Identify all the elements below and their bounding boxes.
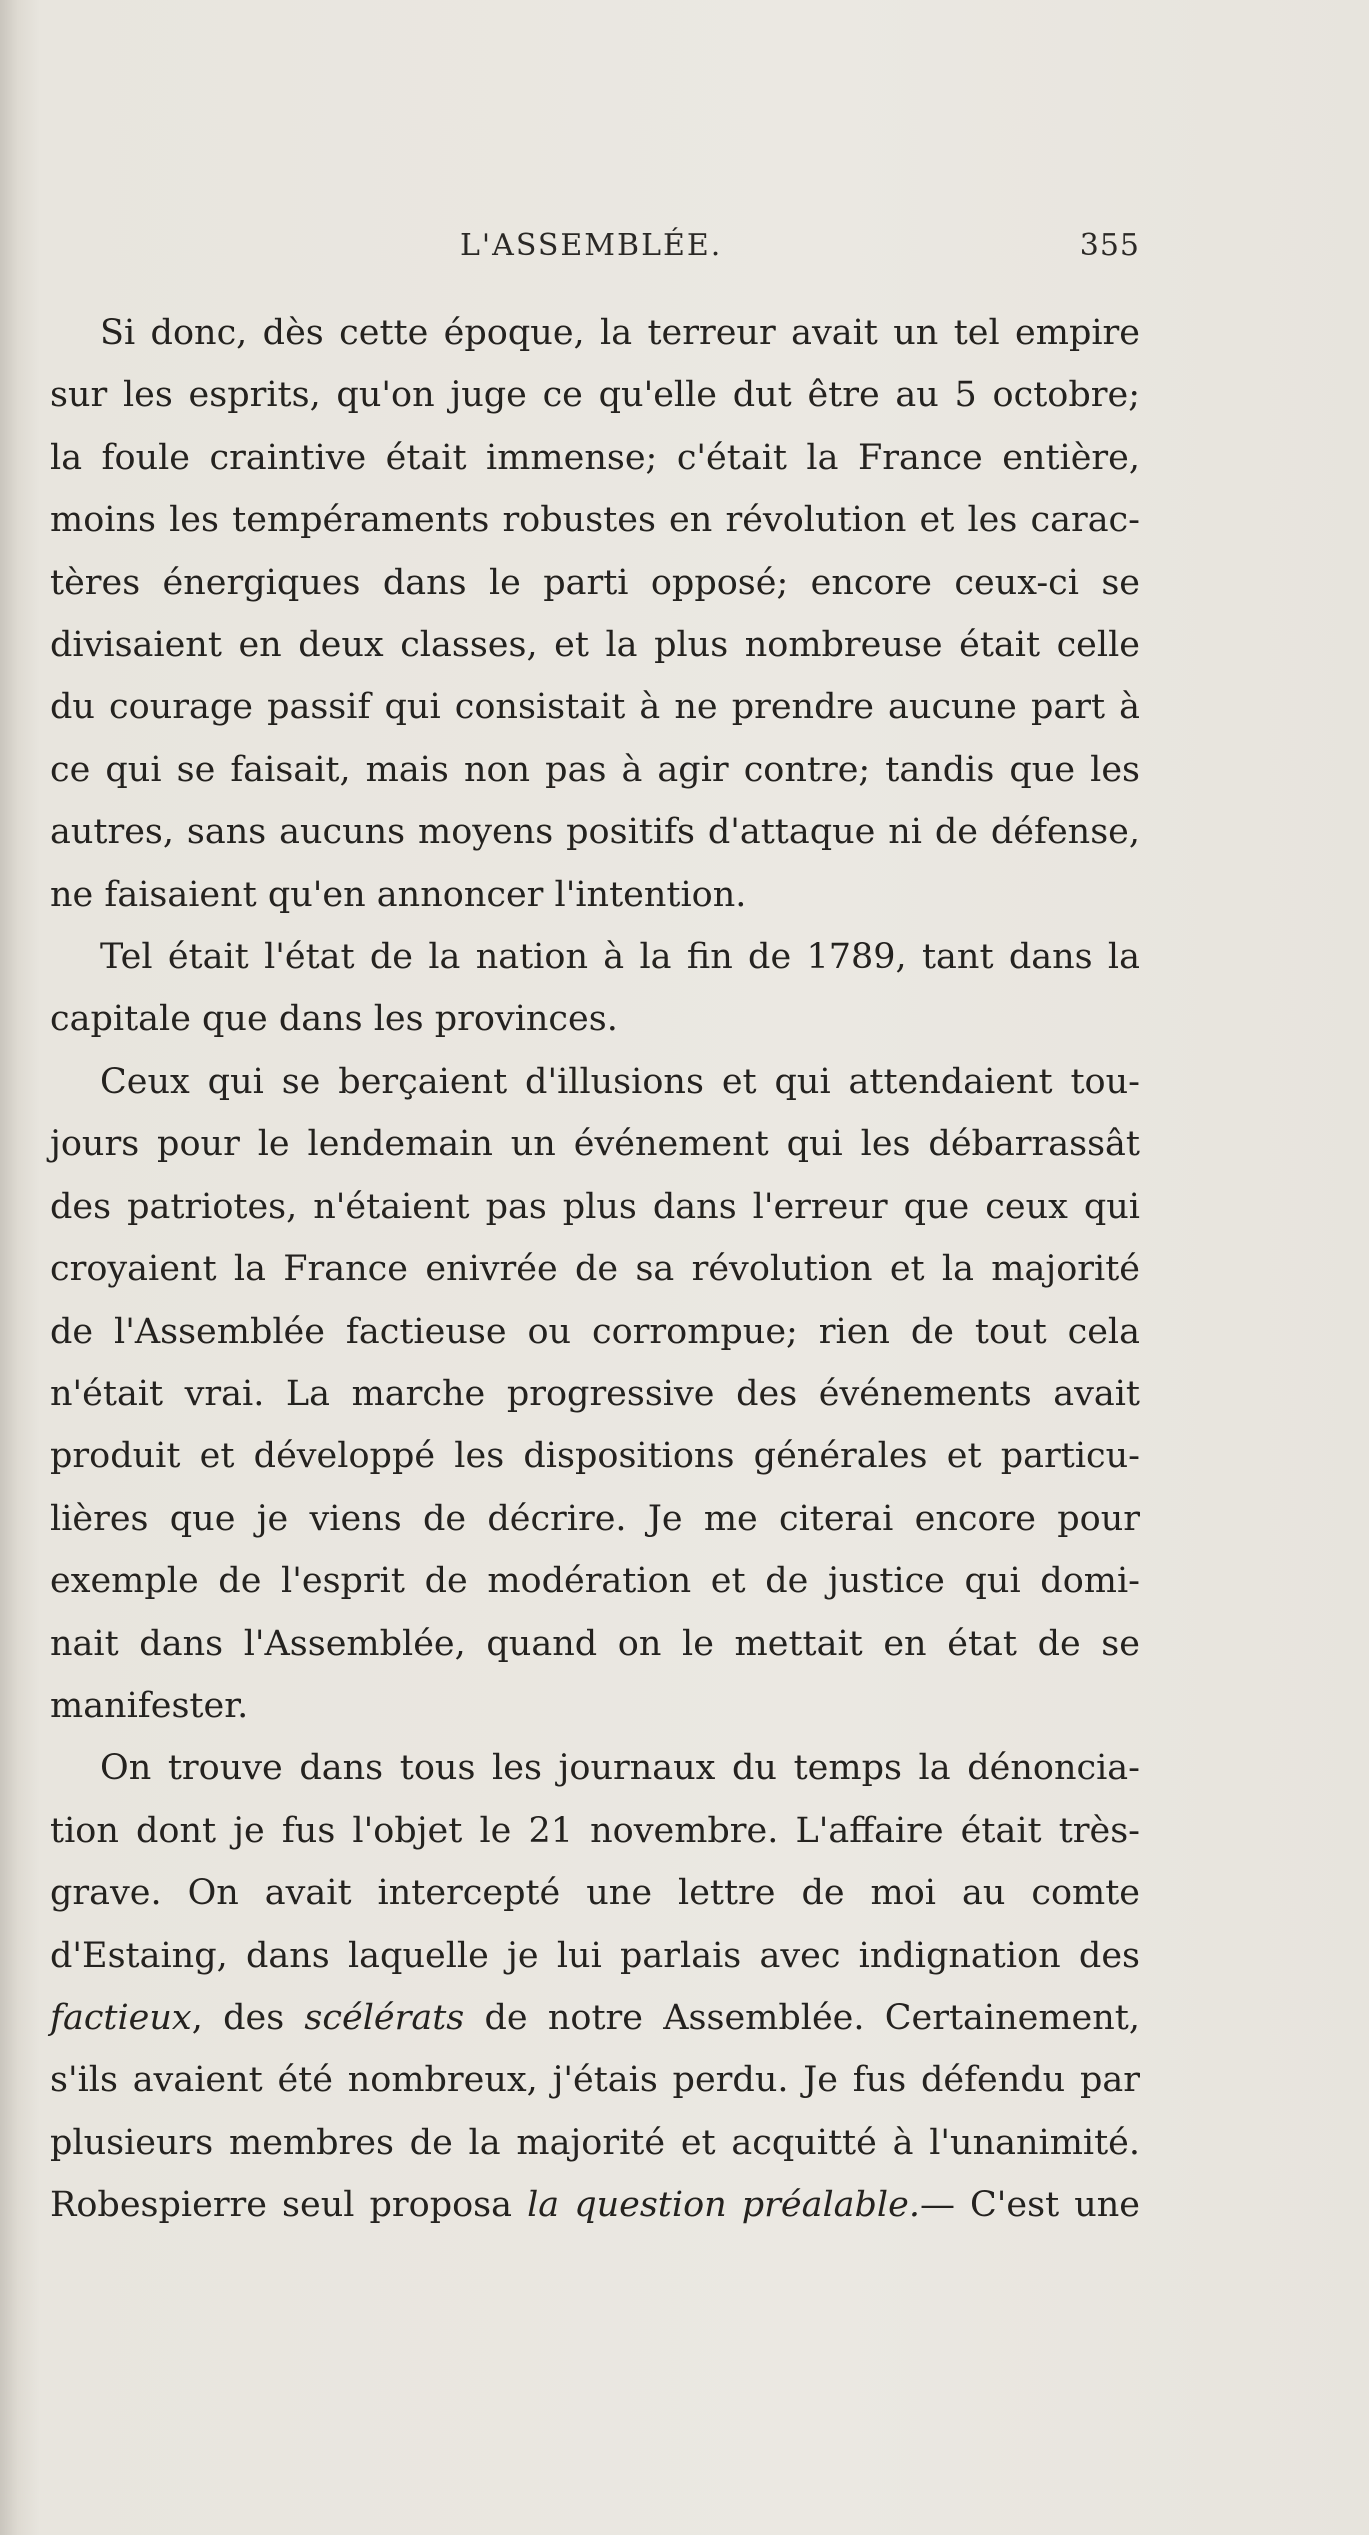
text-line: moins les tempéraments robustes en révolution et les carac- [50, 500, 1140, 541]
text-line: capitale que dans les provinces. [50, 999, 618, 1040]
italic-phrase: la question préalable. [527, 2185, 920, 2226]
text-line: exemple de l'esprit de modération et de justice qui domi- [50, 1561, 1140, 1602]
text-line: lières que je viens de décrire. Je me citerai encore pour [50, 1498, 1140, 1539]
text-line: plusieurs membres de la majorité et acquitté à l'unanimité. [50, 2122, 1140, 2163]
text-line: Tel était l'état de la nation à la fin de 1789, tant dans la [100, 937, 1140, 978]
running-header [460, 228, 1140, 272]
text-line: ne faisaient qu'en annoncer l'intention. [50, 874, 747, 915]
text-fragment: Robespierre seul proposa [50, 2185, 528, 2226]
page-number: 355 [1079, 228, 1140, 263]
text-line: manifester. [50, 1685, 249, 1726]
italic-word: scélérats [304, 1997, 465, 2038]
text-line: sur les esprits, qu'on juge ce qu'elle dut être au 5 octobre; [50, 375, 1140, 416]
text-line-with-italics [50, 2174, 1140, 2236]
text-line: nait dans l'Assemblée, quand on le mettait en état de se [50, 1623, 1140, 1664]
text-line-with-italics [50, 1987, 1140, 2049]
text-line: s'ils avaient été nombreux, j'étais perdu. Je fus défendu par [50, 2060, 1140, 2101]
text-line: tion dont je fus l'objet le 21 novembre. L'affaire était très- [50, 1810, 1140, 1851]
text-fragment: — C'est une [919, 2185, 1140, 2226]
text-line: Si donc, dès cette époque, la terreur avait un tel empire [100, 313, 1140, 353]
text-line: du courage passif qui consistait à ne prendre aucune part à [50, 687, 1140, 728]
text-line: jours pour le lendemain un événement qui les débarrassât [50, 1124, 1140, 1165]
text-line: des patriotes, n'étaient pas plus dans l'erreur que ceux qui [50, 1186, 1140, 1227]
text-line: divisaient en deux classes, et la plus nombreuse était celle [50, 625, 1140, 666]
paragraph-2 [50, 926, 1140, 1051]
text-line: produit et développé les dispositions générales et particu- [50, 1436, 1140, 1477]
italic-word: factieux [50, 1997, 192, 2038]
body-text [50, 302, 1140, 2237]
text-fragment: de notre Assemblée. Certainement, [464, 1997, 1140, 2038]
text-line: grave. On avait intercepté une lettre de moi au comte [50, 1873, 1140, 1914]
text-line: autres, sans aucuns moyens positifs d'attaque ni de défense, [50, 812, 1140, 853]
text-line: croyaient la France enivrée de sa révolution et la majorité [50, 1249, 1140, 1290]
running-title: L'ASSEMBLÉE. [460, 228, 723, 263]
text-fragment: , des [191, 1997, 305, 2038]
text-line: tères énergiques dans le parti opposé; encore ceux-ci se [50, 562, 1140, 603]
text-line: la foule craintive était immense; c'était la France entière, [50, 437, 1140, 478]
text-line: d'Estaing, dans laquelle je lui parlais avec indignation des [50, 1935, 1140, 1976]
paragraph-1 [50, 302, 1140, 926]
text-line: On trouve dans tous les journaux du temps la dénoncia- [100, 1748, 1140, 1789]
text-line: n'était vrai. La marche progressive des événements avait [50, 1373, 1140, 1414]
paragraph-4 [50, 1737, 1140, 2236]
text-line: Ceux qui se berçaient d'illusions et qui attendaient tou- [100, 1061, 1140, 1102]
paragraph-3 [50, 1051, 1140, 1737]
text-line: ce qui se faisait, mais non pas à agir contre; tandis que les [50, 749, 1140, 790]
text-line: de l'Assemblée factieuse ou corrompue; rien de tout cela [50, 1311, 1140, 1352]
